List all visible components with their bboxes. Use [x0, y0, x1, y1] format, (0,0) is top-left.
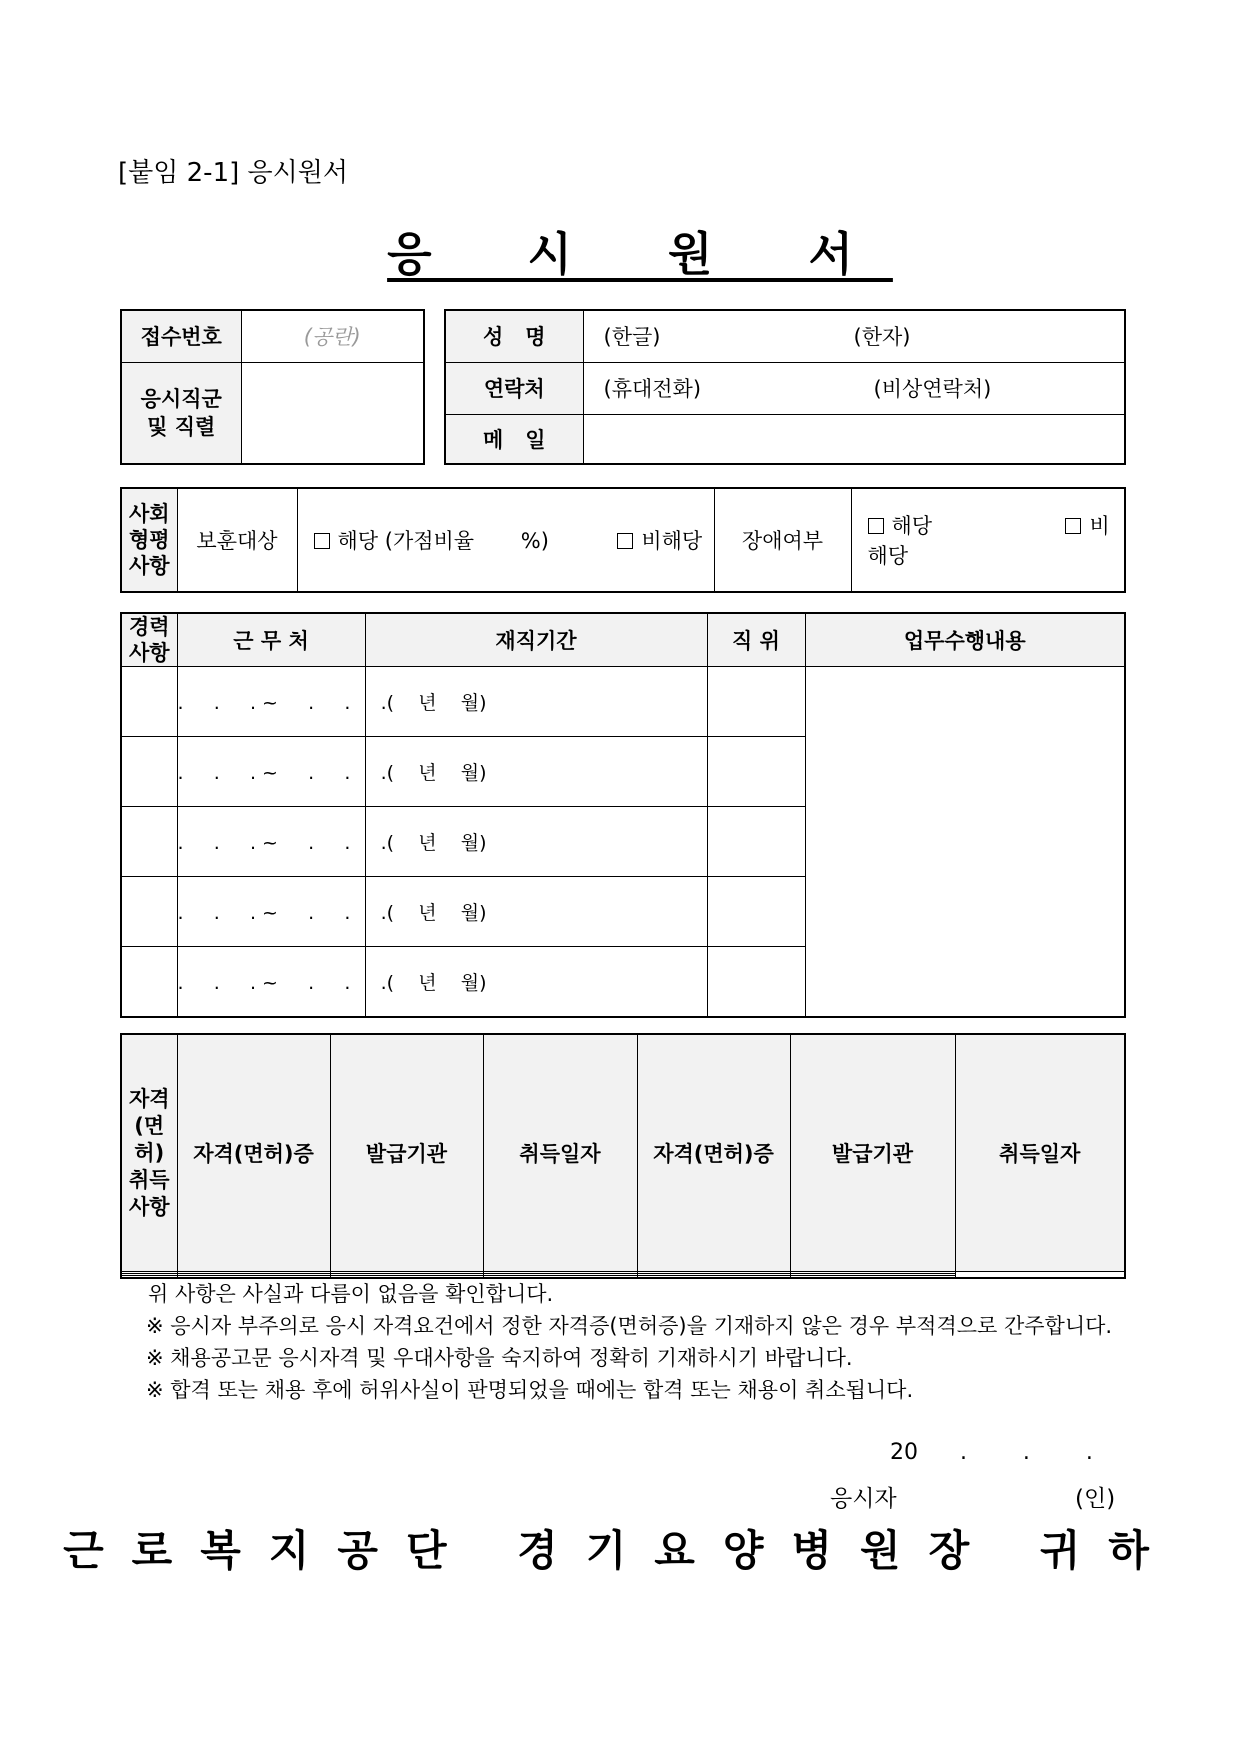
career-workplace-cell[interactable]	[121, 877, 177, 947]
career-row	[121, 807, 1125, 877]
veteran-yes-checkbox[interactable]: 해당 (가점비율 %)	[314, 529, 549, 553]
veteran-options	[297, 488, 714, 592]
date-line: 20 . . .	[890, 1440, 1093, 1465]
form-title: 응 시 원 서	[387, 227, 893, 281]
addressee: 근로복지공단 경기요양병원장 귀하	[63, 1526, 1177, 1575]
disability-yes-checkbox[interactable]: 해당	[868, 514, 933, 538]
checkbox-icon	[617, 533, 633, 549]
license-label: 자격 (면허) 취득 사항	[121, 1034, 177, 1272]
license-header: 발급기관	[790, 1034, 955, 1272]
disability-label: 장애여부	[714, 488, 851, 592]
name-field[interactable]	[583, 310, 1125, 362]
career-row	[121, 667, 1125, 737]
name-korean-label: (한글)	[603, 325, 661, 350]
email-field[interactable]	[583, 414, 1125, 464]
career-period-cell[interactable]: . . . ~ . . .( 년 월)	[177, 807, 365, 877]
social-equity-label: 사회 형평 사항	[121, 488, 177, 592]
career-row	[121, 737, 1125, 807]
email-label: 메 일	[445, 414, 583, 464]
career-period-cell[interactable]: . . . ~ . . .( 년 월)	[177, 667, 365, 737]
veteran-label: 보훈대상	[177, 488, 297, 592]
career-table	[120, 612, 1126, 1018]
career-workplace-cell[interactable]	[121, 947, 177, 1017]
name-label: 성 명	[445, 310, 583, 362]
social-equity-table	[120, 487, 1126, 593]
veteran-no-checkbox[interactable]: 비해당	[617, 529, 702, 553]
license-header: 자격(면허)증	[177, 1034, 330, 1272]
career-duties-cell[interactable]	[707, 667, 805, 737]
career-label: 경력 사항	[121, 613, 177, 667]
note-item: ※ 합격 또는 채용 후에 허위사실이 판명되었을 때에는 합격 또는 채용이 취소됩니다.	[146, 1378, 914, 1402]
career-period-cell[interactable]: . . . ~ . . .( 년 월)	[177, 737, 365, 807]
license-header: 취득일자	[483, 1034, 637, 1272]
career-header-workplace: 근 무 처	[177, 613, 365, 667]
notes	[148, 1278, 1112, 1406]
career-duties-cell[interactable]	[707, 947, 805, 1017]
career-duties-cell[interactable]	[707, 807, 805, 877]
disability-options	[851, 488, 1125, 592]
career-period-cell[interactable]: . . . ~ . . .( 년 월)	[177, 877, 365, 947]
receipt-table	[120, 309, 425, 465]
contact-label: 연락처	[445, 362, 583, 414]
checkbox-icon	[314, 533, 330, 549]
career-header-period: 재직기간	[365, 613, 707, 667]
license-table	[120, 1033, 1126, 1279]
career-workplace-cell[interactable]	[121, 807, 177, 877]
seal-label: (인)	[1075, 1486, 1116, 1512]
career-header-duties: 업무수행내용	[805, 613, 1125, 667]
career-workplace-cell[interactable]	[121, 667, 177, 737]
applicant-info-table	[444, 309, 1126, 465]
checkbox-icon	[1065, 518, 1081, 534]
position-label: 응시직군 및 직렬	[121, 362, 241, 464]
career-header-position: 직 위	[707, 613, 805, 667]
career-duties-cell[interactable]	[707, 877, 805, 947]
license-header: 자격(면허)증	[637, 1034, 790, 1272]
checkbox-icon	[868, 518, 884, 534]
contact-field[interactable]	[583, 362, 1125, 414]
note-item: ※ 응시자 부주의로 응시 자격요건에서 정한 자격증(면허증)을 기재하지 않은 경우 부적격으로 간주합니다.	[146, 1314, 1113, 1338]
receipt-number-label: 접수번호	[121, 310, 241, 362]
career-workplace-cell[interactable]	[121, 737, 177, 807]
position-field[interactable]	[241, 362, 424, 464]
career-row	[121, 877, 1125, 947]
note-item: ※ 채용공고문 응시자격 및 우대사항을 숙지하여 정확히 기재하시기 바랍니다.	[146, 1346, 853, 1370]
confirm-note: 위 사항은 사실과 다름이 없음을 확인합니다.	[148, 1282, 554, 1306]
license-header: 취득일자	[955, 1034, 1125, 1272]
emergency-contact-label: (비상연락처)	[873, 377, 992, 401]
disability-no-checkbox[interactable]: 비해당	[867, 514, 1110, 568]
name-hanja-label: (한자)	[853, 325, 911, 350]
applicant-label: 응시자	[830, 1486, 897, 1512]
license-header: 발급기관	[330, 1034, 483, 1272]
career-period-cell[interactable]: . . . ~ . . .( 년 월)	[177, 947, 365, 1017]
applicant-signature	[830, 1480, 1116, 1513]
career-duties-cell[interactable]	[707, 737, 805, 807]
career-row	[121, 947, 1125, 1017]
attachment-label: [붙임 2-1] 응시원서	[118, 158, 348, 188]
receipt-number-value: (공란)	[241, 310, 424, 362]
mobile-label: (휴대전화)	[603, 377, 702, 401]
